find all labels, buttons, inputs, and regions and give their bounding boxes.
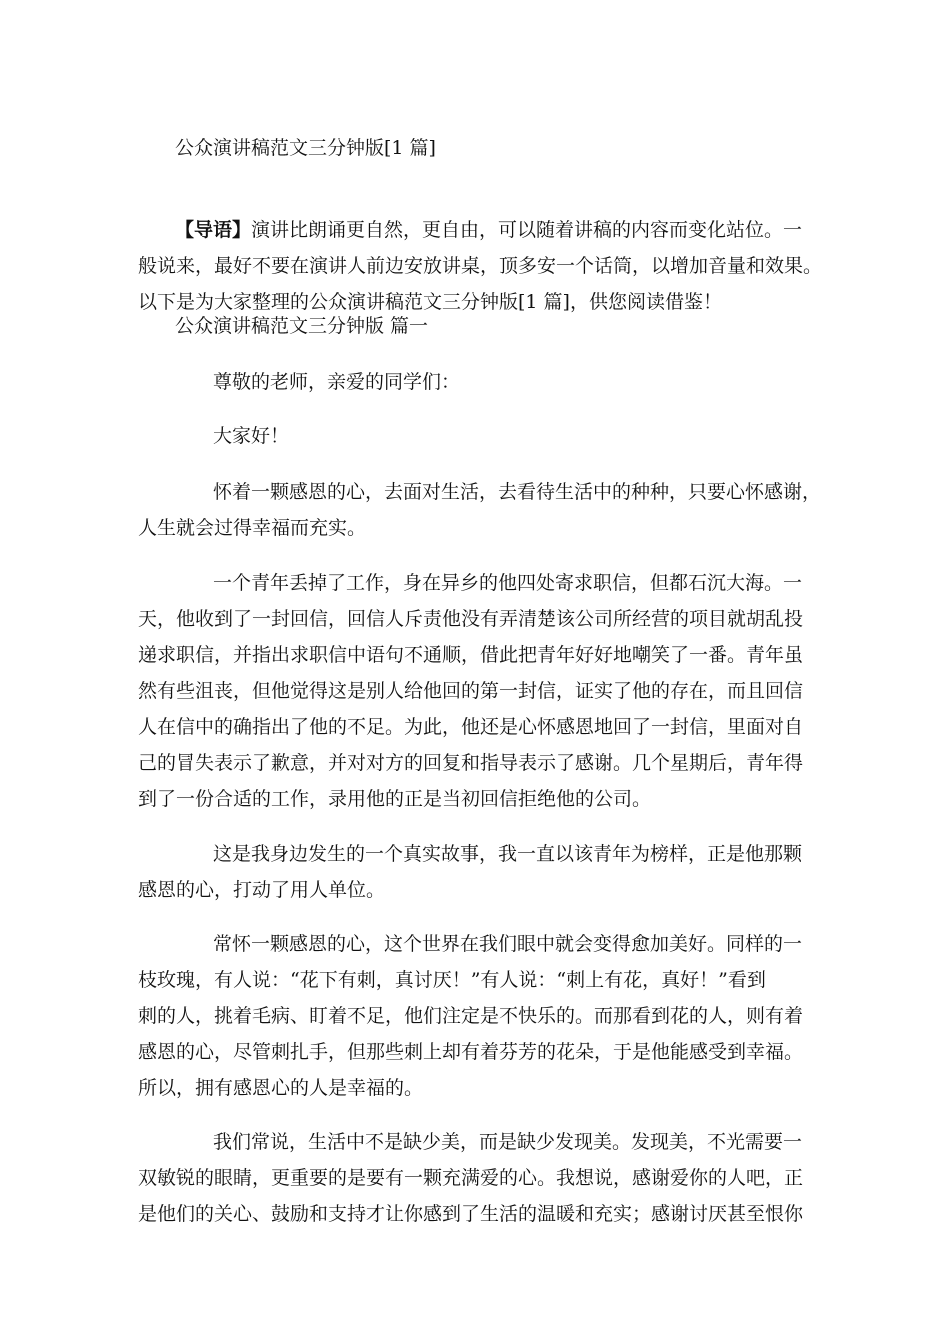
paragraph-2-line-3: 递求职信，并指出求职信中语句不通顺，借此把青年好好地嘲笑了一番。青年虽 xyxy=(138,644,804,666)
section-heading: 公众演讲稿范文三分钟版 篇一 xyxy=(175,315,429,337)
greeting: 大家好！ xyxy=(213,425,290,447)
intro-line-1 xyxy=(175,212,802,248)
intro-line-3: 以下是为大家整理的公众演讲稿范文三分钟版[1 篇]，供您阅读借鉴！ xyxy=(138,291,722,313)
paragraph-2-line-7: 到了一份合适的工作，录用他的正是当初回信拒绝他的公司。 xyxy=(138,788,652,810)
paragraph-4-line-4: 感恩的心，尽管刺扎手，但那些刺上却有着芬芳的花朵，于是他能感受到幸福。 xyxy=(138,1041,804,1063)
paragraph-2-line-2: 天，他收到了一封回信，回信人斥责他没有弄清楚该公司所经营的项目就胡乱投 xyxy=(138,608,804,630)
paragraph-5-line-1: 我们常说，生活中不是缺少美，而是缺少发现美。发现美，不光需要一 xyxy=(213,1131,803,1153)
paragraph-4-line-1: 常怀一颗感恩的心，这个世界在我们眼中就会变得愈加美好。同样的一 xyxy=(213,933,803,955)
intro-lead-label: 【导语】 xyxy=(175,219,252,241)
paragraph-1-line-1: 怀着一颗感恩的心，去面对生活，去看待生活中的种种，只要心怀感谢， xyxy=(213,481,822,503)
paragraph-3-line-1: 这是我身边发生的一个真实故事，我一直以该青年为榜样，正是他那颗 xyxy=(213,843,803,865)
paragraph-5-line-2: 双敏锐的眼睛，更重要的是要有一颗充满爱的心。我想说，感谢爱你的人吧，正 xyxy=(138,1167,804,1189)
paragraph-4-line-3: 刺的人，挑着毛病、盯着不足，他们注定是不快乐的。而那看到花的人，则有着 xyxy=(138,1005,804,1027)
paragraph-4-line-5: 所以，拥有感恩心的人是幸福的。 xyxy=(138,1077,424,1099)
intro-line-2: 般说来，最好不要在演讲人前边安放讲桌，顶多安一个话筒，以增加音量和效果。 xyxy=(138,255,823,277)
salutation: 尊敬的老师，亲爱的同学们： xyxy=(213,371,461,393)
paragraph-2-line-6: 己的冒失表示了歉意，并对对方的回复和指导表示了感谢。几个星期后，青年得 xyxy=(138,752,804,774)
document-title: 公众演讲稿范文三分钟版[1 篇] xyxy=(175,137,436,159)
paragraph-3-line-2: 感恩的心，打动了用人单位。 xyxy=(138,879,386,901)
paragraph-2-line-1: 一个青年丢掉了工作，身在异乡的他四处寄求职信，但都石沉大海。一 xyxy=(213,572,803,594)
paragraph-4-line-2: 枝玫瑰，有人说：“花下有刺，真讨厌！”有人说：“刺上有花，真好！”看到 xyxy=(138,969,766,991)
intro-text: 演讲比朗诵更自然，更自由，可以随着讲稿的内容而变化站位。一 xyxy=(251,219,803,241)
paragraph-1-line-2: 人生就会过得幸福而充实。 xyxy=(138,517,367,539)
paragraph-5-line-3: 是他们的关心、鼓励和支持才让你感到了生活的温暖和充实；感谢讨厌甚至恨你 xyxy=(138,1203,804,1225)
paragraph-2-line-4: 然有些沮丧，但他觉得这是别人给他回的第一封信，证实了他的存在，而且回信 xyxy=(138,680,804,702)
paragraph-2-line-5: 人在信中的确指出了他的不足。为此，他还是心怀感恩地回了一封信，里面对自 xyxy=(138,716,804,738)
